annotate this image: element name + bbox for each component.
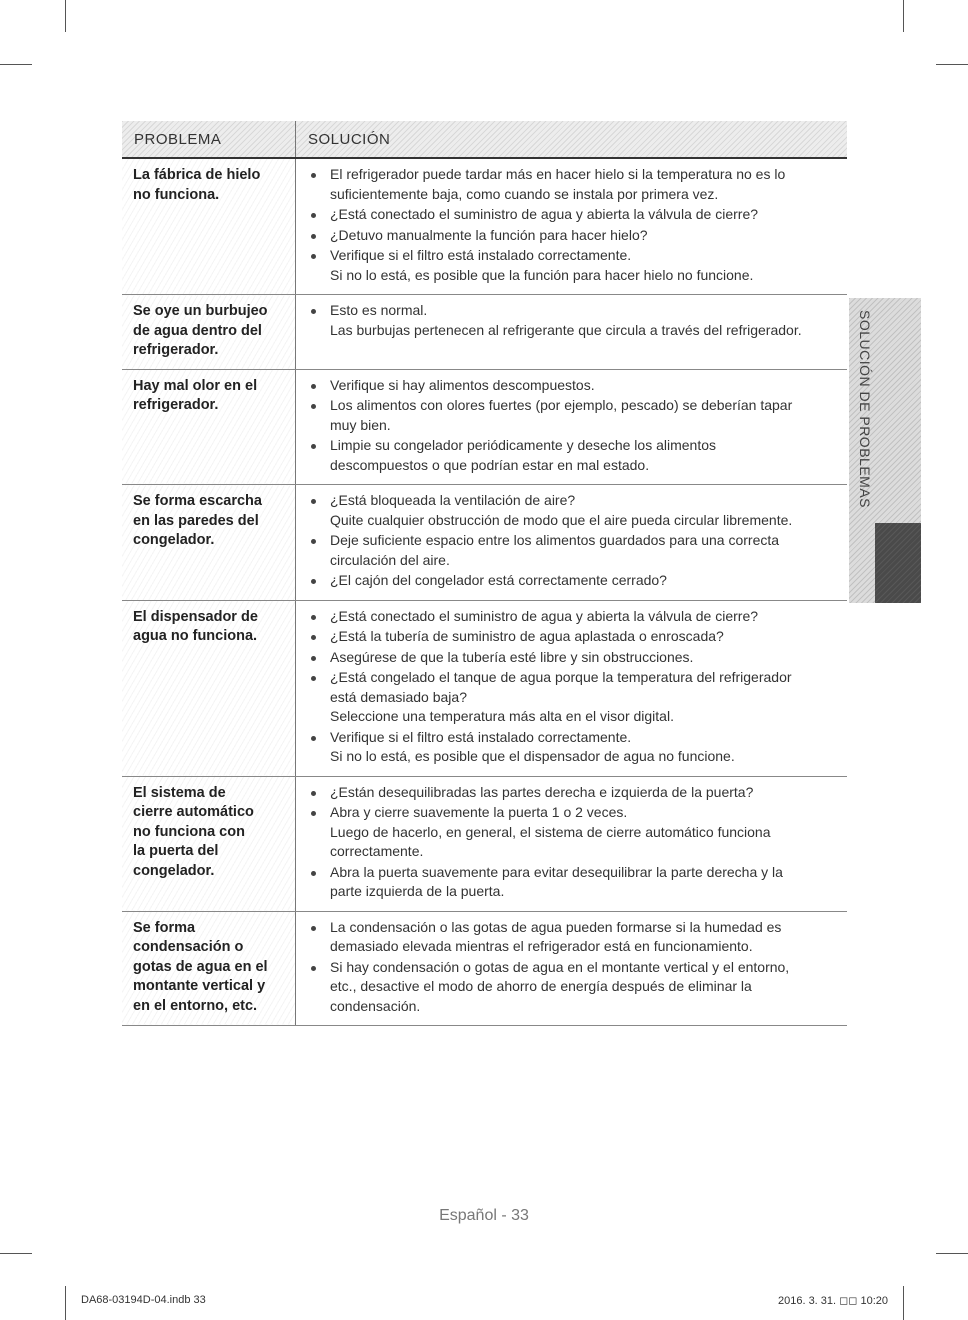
crop-mark [903, 1286, 904, 1320]
crop-mark [65, 0, 66, 32]
solution-item [309, 396, 839, 435]
solution-text: Asegúrese de que la tubería esté libre y sin obstrucciones. [330, 648, 694, 665]
solution-item [309, 607, 839, 627]
solution-text: Quite cualquier obstrucción de modo que el aire pueda circular libremente. [330, 511, 793, 528]
solution-text: está demasiado baja? [330, 688, 467, 705]
table-row [122, 158, 847, 295]
section-tab-label: SOLUCIÓN DE PROBLEMAS [857, 310, 873, 508]
crop-mark [936, 1253, 968, 1254]
solution-list [309, 918, 839, 1017]
solution-list [309, 165, 839, 285]
solution-text: Verifique si el filtro está instalado correctamente. [330, 247, 632, 263]
solution-cell [296, 776, 848, 911]
problem-text: refrigerador. [133, 397, 219, 413]
solution-item [309, 627, 839, 647]
problem-text: en las paredes del [133, 512, 259, 529]
solution-text: Si no lo está, es posible que la función para hacer hielo no funcione. [330, 266, 754, 283]
solution-list [309, 491, 839, 591]
problem-text: La fábrica de hielo [133, 167, 261, 183]
solution-text: parte izquierda de la puerta. [330, 883, 505, 899]
solution-text: Verifique si hay alimentos descompuestos. [330, 376, 595, 393]
solution-item [309, 226, 839, 246]
problem-text: cierre automático [133, 804, 254, 820]
table-row [122, 295, 847, 370]
problem-text: no funciona con [133, 823, 245, 840]
solution-cell [296, 911, 848, 1026]
problem-text: Se forma escarcha [133, 493, 262, 509]
table-row [122, 600, 847, 776]
solution-text: ¿Está la tubería de suministro de agua aplastada o enroscada? [330, 628, 724, 644]
solution-text: Deje suficiente espacio entre los alimentos guardados para una correcta [330, 532, 780, 548]
solution-text: La condensación o las gotas de agua pueden formarse si la humedad es [330, 918, 782, 935]
crop-mark [65, 1286, 66, 1320]
solution-list [309, 783, 839, 902]
solution-text: Seleccione una temperatura más alta en el visor digital. [330, 708, 674, 724]
table-row [122, 911, 847, 1026]
solution-text: circulación del aire. [330, 551, 450, 568]
problem-cell [122, 485, 296, 601]
solution-text: Limpie su congelador periódicamente y deseche los alimentos [330, 437, 716, 453]
troubleshooting-table [122, 121, 847, 1026]
solution-text: ¿El cajón del congelador está correctamente cerrado? [330, 572, 667, 588]
problem-text: Se oye un burbujeo [133, 303, 268, 319]
table-row [122, 776, 847, 911]
solution-item [309, 376, 839, 396]
table-row [122, 369, 847, 485]
solution-item [309, 205, 839, 225]
solution-item [309, 783, 839, 803]
solution-item [309, 246, 839, 285]
solution-text: ¿Están desequilibradas las partes derecha e izquierda de la puerta? [330, 783, 754, 800]
problem-cell [122, 158, 296, 295]
solution-text: muy bien. [330, 416, 391, 433]
problem-text: condensación o [133, 939, 244, 955]
solution-text: condensación. [330, 997, 421, 1014]
solution-item [309, 958, 839, 1017]
problem-text: no funciona. [133, 186, 220, 203]
problem-text: en el entorno, etc. [133, 997, 258, 1014]
problem-text: Hay mal olor en el [133, 377, 258, 394]
problem-text: de agua dentro del [133, 322, 262, 339]
solution-list [309, 376, 839, 476]
solution-text: Abra la puerta suavemente para evitar desequilibrar la parte derecha y la [330, 863, 783, 880]
solution-item [309, 436, 839, 475]
solution-text: ¿Está congelado el tanque de agua porque la temperatura del refrigerador [330, 669, 792, 685]
solution-list [309, 301, 839, 340]
problem-text: agua no funciona. [133, 628, 258, 644]
problem-text: El dispensador de [133, 608, 258, 625]
solution-item [309, 648, 839, 668]
solution-item [309, 728, 839, 767]
solution-item [309, 803, 839, 862]
problem-cell [122, 911, 296, 1026]
solution-text: Los alimentos con olores fuertes (por ejemplo, pescado) se deberían tapar [330, 397, 793, 413]
solution-text: ¿Está conectado el suministro de agua y abierta la válvula de cierre? [330, 206, 759, 222]
solution-cell [296, 295, 848, 370]
solution-text: Si no lo está, es posible que el dispensador de agua no funcione. [330, 748, 735, 764]
solution-cell [296, 600, 848, 776]
crop-mark [936, 64, 968, 65]
solution-cell [296, 158, 848, 295]
problem-text: montante vertical y [133, 978, 266, 994]
page-number: Español - 33 [439, 1207, 529, 1224]
solution-text: Verifique si el filtro está instalado correctamente. [330, 728, 632, 745]
table-header-row [122, 121, 847, 158]
troubleshooting-rows [122, 158, 847, 1026]
table-row [122, 485, 847, 601]
problem-text: gotas de agua en el [133, 958, 268, 975]
solution-item [309, 668, 839, 727]
solution-text: Si hay condensación o gotas de agua en el montante vertical y el entorno, [330, 958, 790, 975]
section-tab-marker [875, 523, 921, 603]
solution-text: Esto es normal. [330, 302, 428, 318]
problem-column-header: PROBLEMA [122, 121, 296, 158]
problem-cell [122, 600, 296, 776]
solution-item [309, 491, 839, 530]
print-timestamp: 2016. 3. 31. ◻◻ 10:20 [777, 1295, 888, 1307]
solution-cell [296, 485, 848, 601]
problem-text: Se forma [133, 919, 196, 936]
problem-text: congelador. [133, 862, 215, 879]
problem-cell [122, 295, 296, 370]
problem-text: refrigerador. [133, 342, 219, 358]
problem-cell [122, 369, 296, 485]
solution-item [309, 301, 839, 340]
solution-text: descompuestos o que podrían estar en mal estado. [330, 456, 650, 473]
crop-mark [0, 1253, 32, 1254]
solution-text: Abra y cierre suavemente la puerta 1 o 2 veces. [330, 804, 628, 820]
problem-text: la puerta del [133, 843, 219, 859]
crop-mark [903, 0, 904, 32]
problem-cell [122, 776, 296, 911]
solution-cell [296, 369, 848, 485]
solution-column-header: SOLUCIÓN [296, 121, 848, 158]
problem-text: congelador. [133, 532, 215, 548]
solution-text: El refrigerador puede tardar más en hacer hielo si la temperatura no es lo [330, 166, 786, 182]
solution-text: demasiado elevada mientras el refrigerador está en funcionamiento. [330, 938, 753, 954]
solution-text: ¿Está conectado el suministro de agua y abierta la válvula de cierre? [330, 607, 759, 624]
solution-text: Luego de hacerlo, en general, el sistema de cierre automático funciona [330, 823, 771, 840]
solution-item [309, 863, 839, 902]
solution-item [309, 571, 839, 591]
solution-item [309, 531, 839, 570]
file-imprint: DA68-03194D-04.indb 33 [81, 1294, 206, 1306]
solution-text: Las burbujas pertenecen al refrigerante que circula a través del refrigerador. [330, 321, 802, 338]
solution-text: suficientemente baja, como cuando se instala por primera vez. [330, 185, 719, 202]
solution-item [309, 165, 839, 204]
solution-text: ¿Está bloqueada la ventilación de aire? [330, 492, 576, 508]
problem-text: El sistema de [133, 784, 226, 801]
crop-mark [0, 64, 32, 65]
section-side-tab [849, 298, 921, 603]
solution-text: correctamente. [330, 843, 424, 859]
solution-item [309, 918, 839, 957]
solution-list [309, 607, 839, 767]
solution-text: ¿Detuvo manualmente la función para hacer hielo? [330, 226, 648, 243]
solution-text: etc., desactive el modo de ahorro de energía después de eliminar la [330, 978, 752, 994]
